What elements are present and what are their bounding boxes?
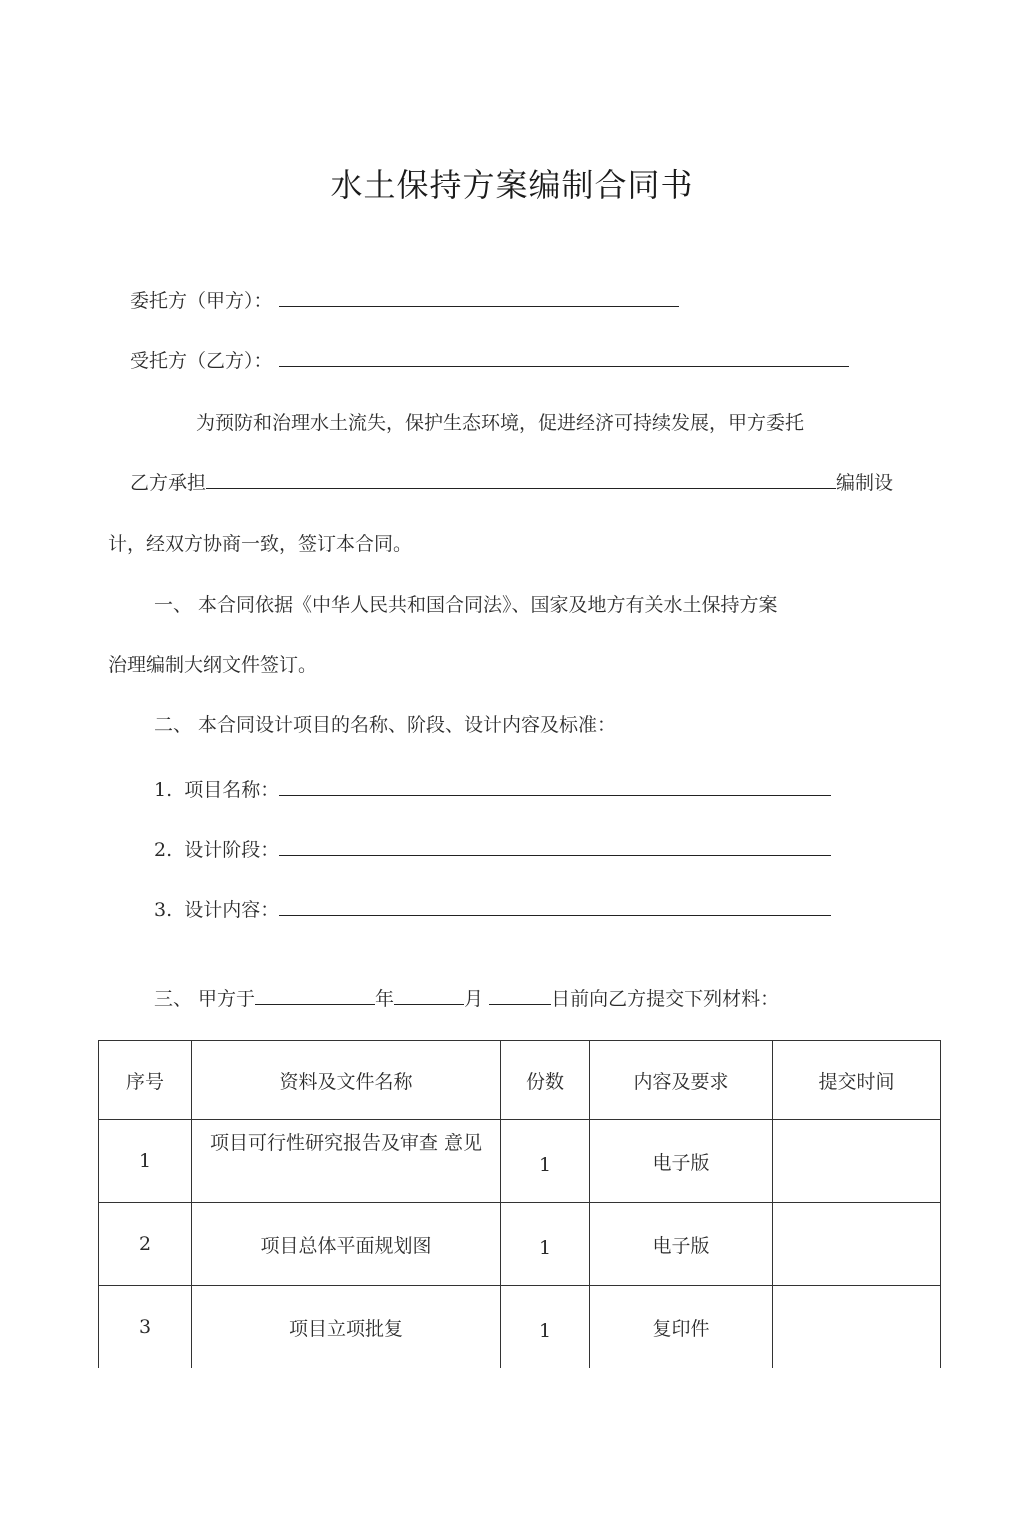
party-a-line [130,288,679,314]
header-no: 序号 [99,1041,192,1120]
header-requirement: 内容及要求 [590,1041,773,1120]
item-2-line [154,837,831,863]
row-name: 项目立项批复 [192,1286,501,1369]
row-copies: 1 [501,1203,590,1286]
intro-line-3: 计，经双方协商一致，签订本合同。 [108,533,413,555]
party-a-blank[interactable] [279,288,679,307]
item-2-number: 2. [154,839,173,861]
row-no: 2 [99,1203,192,1286]
month-blank[interactable] [394,986,464,1005]
item-3-line [154,897,831,923]
party-b-blank[interactable] [279,348,849,367]
materials-table [98,1040,941,1368]
header-name: 资料及文件名称 [192,1041,501,1120]
party-a-label: 委托方（甲方）： [130,290,273,312]
intro-line-1: 为预防和治理水土流失，保护生态环境，促进经济可持续发展，甲方委托 [196,412,805,434]
row-no: 3 [99,1286,192,1369]
design-content-blank[interactable] [279,897,831,916]
party-b-line [130,348,849,374]
clause-2-heading: 二、 本合同设计项目的名称、阶段、设计内容及标准： [154,714,617,736]
row-time[interactable] [773,1203,941,1286]
intro-line-2-prefix: 乙方承担 [130,472,207,494]
item-2-label: 设计阶段： [184,839,280,861]
clause-3-line [154,986,779,1012]
table-row [99,1286,941,1369]
document-title: 水土保持方案编制合同书 [330,166,694,204]
item-1-number: 1. [154,779,173,801]
undertaking-project-blank[interactable] [206,470,836,489]
table-row [99,1120,941,1203]
clause-3-suffix: 日前向乙方提交下列材料： [551,988,780,1010]
header-copies: 份数 [501,1041,590,1120]
item-1-label: 项目名称： [184,779,280,801]
clause-1-line-2: 治理编制大纲文件签订。 [108,654,318,676]
row-requirement: 复印件 [590,1286,773,1369]
row-time[interactable] [773,1120,941,1203]
row-copies: 1 [501,1120,590,1203]
item-3-label: 设计内容： [184,899,280,921]
row-copies: 1 [501,1286,590,1369]
year-blank[interactable] [255,986,375,1005]
clause-3-prefix: 三、 甲方于 [154,988,256,1010]
item-1-line [154,777,831,803]
row-requirement: 电子版 [590,1203,773,1286]
design-stage-blank[interactable] [279,837,831,856]
row-time[interactable] [773,1286,941,1369]
intro-line-2-suffix: 编制设 [836,472,894,494]
clause-3-year-label: 年 [375,988,395,1010]
party-b-label: 受托方（乙方）： [130,350,273,372]
item-3-number: 3. [154,899,173,921]
intro-line-2 [130,470,893,496]
clause-3-month-label: 月 [464,988,484,1010]
clause-1-line-1: 一、 本合同依据《中华人民共和国合同法》、国家及地方有关水土保持方案 [154,594,778,616]
table-header-row [99,1041,941,1120]
project-name-blank[interactable] [279,777,831,796]
header-time: 提交时间 [773,1041,941,1120]
day-blank[interactable] [489,986,551,1005]
row-no: 1 [99,1120,192,1203]
table-row [99,1203,941,1286]
row-requirement: 电子版 [590,1120,773,1203]
row-name: 项目可行性研究报告及审查 意见 [192,1120,501,1203]
row-name: 项目总体平面规划图 [192,1203,501,1286]
